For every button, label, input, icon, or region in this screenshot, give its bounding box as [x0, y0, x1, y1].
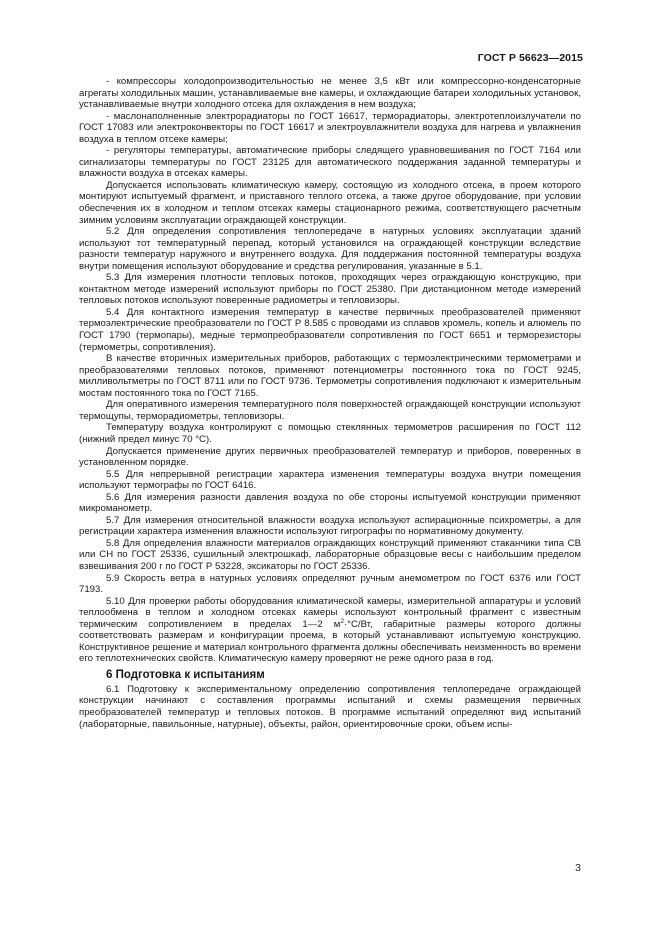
paragraph-5-10	[79, 596, 581, 665]
paragraph-5-10-start: 5.10 Для проверки работы оборудования климатической камеры, измерительной аппаратуры и условий теплообмена в теплом и холодном отсеках камеры используют контрольный фрагмент с известным термическим сопротивлением в пределах 1—2 м	[79, 595, 581, 630]
paragraph-5-3: 5.3 Для измерения плотности тепловых потоков, проходящих через ограждающую конструкцию, при контактном методе измерений используют приборы по ГОСТ 25380. При дистанционном методе измерений тепловых потоков используют поверенные радиометры и тепловизоры.	[79, 272, 581, 307]
paragraph: Температуру воздуха контролируют с помощью стеклянных термометров расширения по ГОСТ 112 (нижний предел минус 70 °С).	[79, 422, 581, 445]
paragraph: - маслонаполненные электрорадиаторы по ГОСТ 16617, терморадиаторы, электротеплоизлучатели по ГОСТ 17083 или электроконвекторы по ГОСТ 16617 и электроувлажнители воздуха для нагрева и увлажнения воздуха в теплом отсеке камеры;	[79, 110, 581, 145]
paragraph-5-6: 5.6 Для измерения разности давления воздуха по обе стороны испытуемой конструкции применяют микроманометр.	[79, 491, 581, 515]
superscript: 2	[340, 617, 344, 625]
paragraph-5-9: 5.9 Скорость ветра в натурных условиях определяют ручным анемометром по ГОСТ 6376 или ГОСТ 7193.	[79, 572, 581, 596]
paragraph-6-1: 6.1 Подготовку к экспериментальному определению сопротивления теплопередаче ограждающей конструкции начинают с составления программы испытаний и схемы размещения первичных преобразователей температур и тепловых потоков. В программе испытаний определяют вид испытаний (лабораторные, павильонные, натурные), объекты, район, ориентировочные сроки, объем испы-	[79, 683, 581, 730]
document-id-header: ГОСТ Р 56623—2015	[477, 52, 583, 64]
paragraph-5-8: 5.8 Для определения влажности материалов ограждающих конструкций применяют стаканчики типа СВ или СН по ГОСТ 25336, сушильный электрошкаф, лабораторные образцовые весы с наибольшим пределом взвешивания 200 г по ГОСТ Р 53228, эксикаторы по ГОСТ 25336.	[79, 537, 581, 572]
paragraph-5-10-end: ·°С/Вт, габаритные размеры которого должны соответствовать размерам и конфигурации проема, в который устанавливают испытуемую конструкцию. Конструктивное решение и материал контрольного фрагмента должны обеспечивать неизменность во времени его теплотехнических свойств. Климатическую камеру проверяют не реже одного раза в год.	[79, 618, 582, 665]
body-text	[79, 76, 581, 730]
paragraph: - регуляторы температуры, автоматические приборы следящего уравновешивания по ГОСТ 7164 или сигнализаторы температуры по ГОСТ 23125 для автоматического поддержания заданной температуры и влажности воздуха в отсеках камеры.	[79, 145, 581, 180]
paragraph-5-4: 5.4 Для контактного измерения температур в качестве первичных преобразователей применяют термоэлектрические преобразователи по ГОСТ Р 8.585 с проводами из сплавов хромель, копель и алюмель по ГОСТ 1790 (термопары), медные термопреобразователи сопротивления по ГОСТ 6651 и терморезисторы (термометры, сопротивления).	[79, 306, 581, 353]
paragraph: В качестве вторичных измерительных приборов, работающих с термоэлектрическими термометрами и преобразователями тепловых потоков, применяют потенциометры постоянного тока по ГОСТ 9245, милливольтметры по ГОСТ 8711 или по ГОСТ 9736. Термометры сопротивления подключают к измерительным мостам постоянного тока по ГОСТ 7165.	[79, 353, 581, 399]
paragraph-5-2: 5.2 Для определения сопротивления теплопередаче в натурных условиях эксплуатации зданий используют тот температурный перепад, который установился на ограждающей конструкции вследствие разности температур наружного и внутреннего воздуха. Для поддержания постоянной температуры воздуха внутри помещения используют оборудование и средства регулирования, указанные в 5.1.	[79, 226, 581, 272]
paragraph: - компрессоры холодопроизводительностью не менее 3,5 кВт или компрессорно-конденсаторные агрегаты холодильных машин, устанавливаемые вне камеры, и охлаждающие батареи холодильных установок, устанавливаемые внутри холодного отсека для охлаждения в нем воздуха;	[79, 76, 581, 111]
page-number: 3	[575, 862, 581, 874]
section-heading: 6 Подготовка к испытаниям	[106, 668, 265, 681]
paragraph-5-5: 5.5 Для непрерывной регистрации характера изменения температуры воздуха внутри помещения используют термографы по ГОСТ 6416.	[79, 468, 581, 492]
paragraph: Допускается применение других первичных преобразователей температур и приборов, поверенных в установленном порядке.	[79, 445, 581, 469]
paragraph: Допускается использовать климатическую камеру, состоящую из холодного отсека, в проем которого монтируют испытуемый фрагмент, и приставного теплого отсека, а также другое оборудование, при условии обеспечения их в холодном и теплом отсеках камеры стационарного режима, соответствующего расчетным зимним условиям эксплуатации ограждающей конструкции.	[79, 179, 581, 226]
paragraph-5-7: 5.7 Для измерения относительной влажности воздуха используют аспирационные психрометры, а для регистрации характера изменения влажности используют гигрографы по нормативному документу.	[79, 514, 581, 538]
paragraph: Для оперативного измерения температурного поля поверхностей ограждающей конструкции используют термощупы, терморадиометры, тепловизоры.	[79, 399, 581, 422]
